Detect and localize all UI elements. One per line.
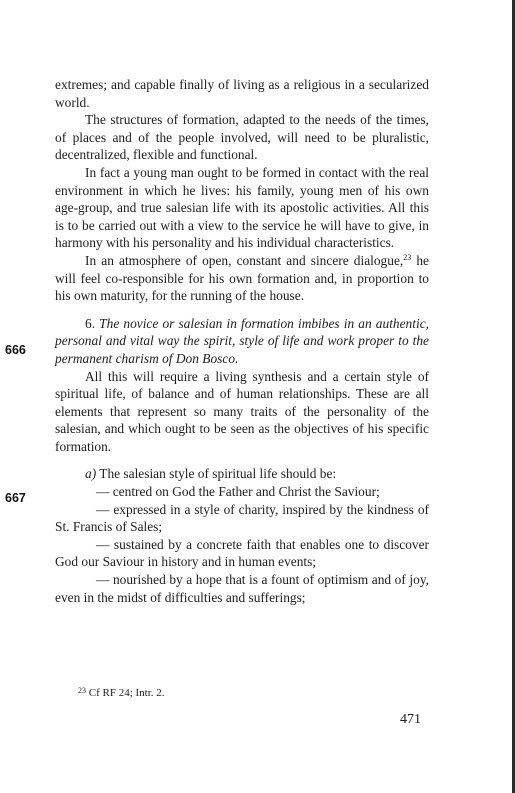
page-number: 471 <box>400 712 421 727</box>
section-title: The novice or salesian in formation imbibes in an authentic, personal and vital way the spirit, style of life and work proper to the permanent charism of Don Bosco. <box>55 315 429 366</box>
page-body <box>55 76 429 606</box>
item-a <box>55 465 429 483</box>
list-item-centred: — centred on God the Father and Christ the Saviour; <box>96 484 380 500</box>
item-a-label: a) <box>85 466 97 482</box>
dialogue-text-end: he will feel co-responsible for his own formation and, in proportion to his own maturity, for the running of the house. <box>55 252 429 304</box>
section-number: 6. <box>85 315 96 331</box>
list-item-sustained: — sustained by a concrete faith that enables one to discover God our Saviour in history and in human events; <box>55 536 429 570</box>
paragraph-living-synthesis: All this will require a living synthesis and a certain style of spiritual life, of balance and of human relationships. These are all elements that represent so many traits of the personality of the salesian, and which ought to be seen as the objectives of his specific formation. <box>55 368 429 454</box>
margin-number-667: 667 <box>5 491 26 505</box>
footnote-mark: 23 <box>78 686 86 695</box>
section-6-heading <box>55 315 429 368</box>
list-item-expressed: — expressed in a style of charity, inspired by the kindness of St. Francis of Sales; <box>55 501 429 535</box>
footnote <box>78 684 165 700</box>
footnote-reference: 23 <box>403 252 412 262</box>
paragraph-dialogue <box>55 252 429 305</box>
paragraph-continuation: extremes; and capable finally of living as a religious in a secularized world. <box>55 77 429 110</box>
dialogue-text-start: In an atmosphere of open, constant and sincere dialogue, <box>85 252 404 268</box>
paragraph-structures: The structures of formation, adapted to the needs of the times, of places and of the people involved, will need to be pluralistic, decentralized, flexible and functional. <box>55 112 429 163</box>
footnote-text: Cf RF 24; Intr. 2. <box>86 687 165 699</box>
item-a-text: The salesian style of spiritual life should be: <box>96 466 337 482</box>
list-item-nourished: — nourished by a hope that is a fount of optimism and of joy, even in the midst of difficulties and sufferings; <box>55 572 429 605</box>
margin-number-666: 666 <box>5 343 26 357</box>
paragraph-formation-contact: In fact a young man ought to be formed in contact with the real environment in which he lives: his family, young men of his own age-group, and true salesian life with its apostolic activities. All this is to be carried out with a view to the service he will have to give, in harmony with his personality and his individual characteristics. <box>55 164 429 251</box>
